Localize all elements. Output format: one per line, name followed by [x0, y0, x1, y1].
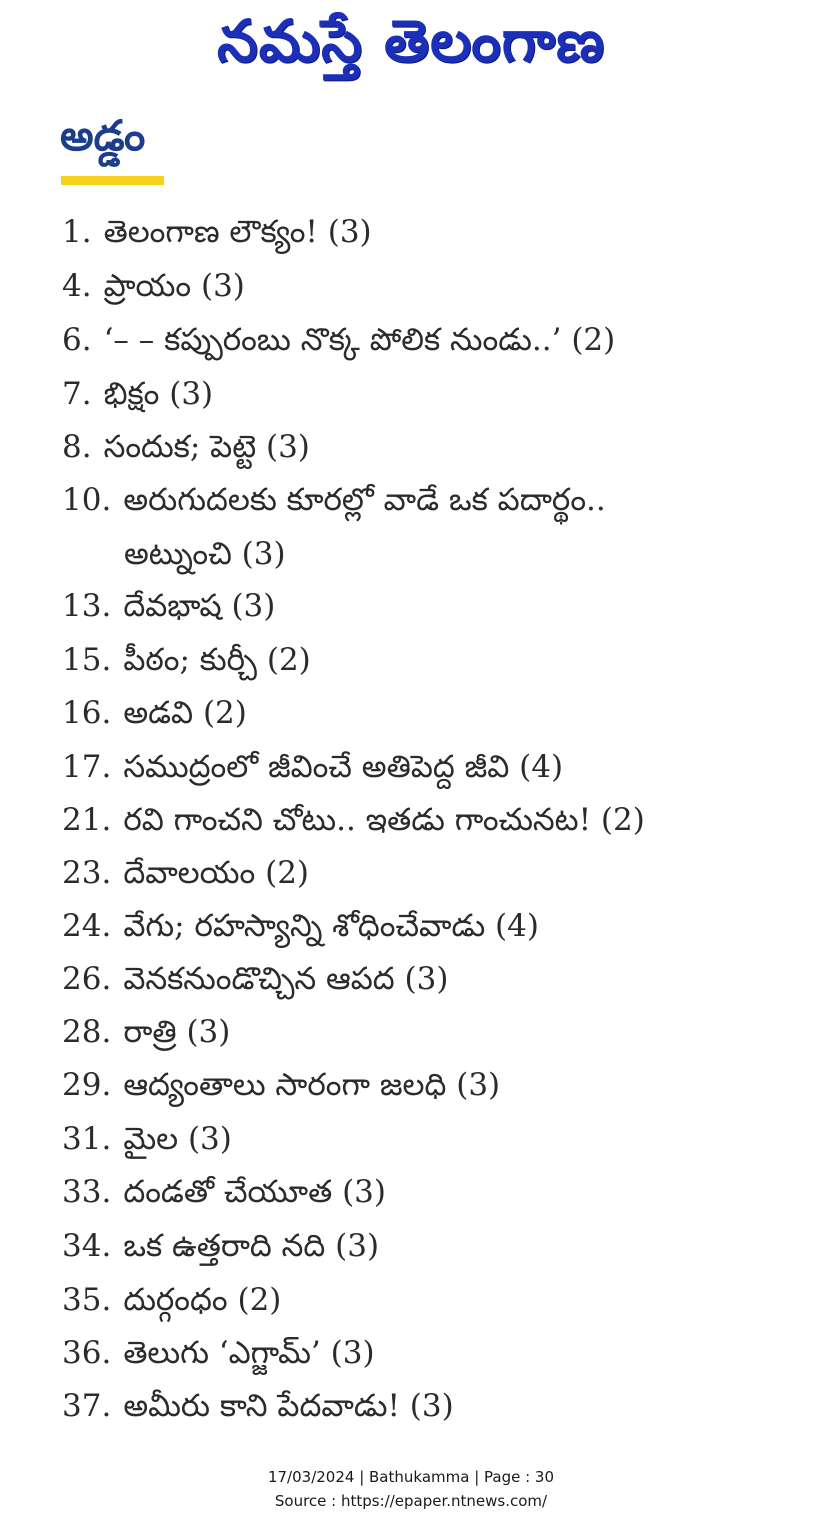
clue-number: 13.	[62, 588, 112, 624]
clue-item	[62, 693, 762, 733]
clue-text: సముద్రంలో జీవించే అతిపెద్ద జీవి (4)	[123, 749, 564, 785]
clue-item	[62, 1333, 762, 1373]
clue-item	[62, 800, 762, 840]
clue-number: 24.	[62, 908, 112, 944]
clue-number: 37.	[62, 1388, 112, 1424]
clue-item	[62, 586, 762, 626]
clue-item	[62, 853, 762, 893]
clue-item	[62, 480, 762, 574]
clue-number: 26.	[62, 961, 112, 997]
clue-item	[62, 1226, 762, 1266]
clue-text: పీఠం; కుర్చీ (2)	[123, 642, 311, 678]
clue-text: ఆద్యంతాలు సారంగా జలధి (3)	[123, 1067, 501, 1103]
clue-number: 8.	[62, 429, 92, 465]
clue-item	[62, 266, 762, 306]
footer-source-line: Source : https://epaper.ntnews.com/	[274, 1492, 548, 1510]
clue-number: 6.	[62, 322, 92, 358]
clue-number: 15.	[62, 642, 112, 678]
clue-item	[62, 1119, 762, 1159]
section-heading-across: అడ్డం	[60, 111, 146, 160]
clue-text: ఒక ఉత్తరాది నది (3)	[123, 1228, 380, 1264]
clue-text: దేవభాష (3)	[123, 588, 276, 624]
clue-item	[62, 320, 762, 360]
clue-item	[62, 906, 762, 946]
clue-text: దండతో చేయూత (3)	[123, 1174, 386, 1210]
clue-item	[62, 1386, 762, 1426]
clue-number: 36.	[62, 1335, 112, 1371]
clue-item	[62, 1172, 762, 1212]
clue-number: 10.	[62, 482, 112, 518]
clue-item	[62, 427, 762, 467]
clue-item	[62, 747, 762, 787]
clue-number: 4.	[62, 268, 92, 304]
clue-number: 23.	[62, 855, 112, 891]
footer-date-line: 17/03/2024 | Bathukamma | Page : 30	[267, 1468, 555, 1486]
clue-text: రాత్రి (3)	[123, 1014, 231, 1050]
clue-text: అరుగుదలకు కూరల్లో వాడే ఒక పదార్థం..	[123, 482, 606, 518]
newspaper-masthead: నమస్తే తెలంగాణ	[217, 7, 605, 75]
clue-text: భిక్షం (3)	[103, 376, 214, 412]
clue-number: 1.	[62, 214, 92, 250]
clue-number: 34.	[62, 1228, 112, 1264]
clue-number: 28.	[62, 1014, 112, 1050]
clue-item	[62, 1012, 762, 1052]
clue-item	[62, 959, 762, 999]
clue-text: అడవి (2)	[123, 695, 247, 731]
clue-text: వెనకనుండొచ్చిన ఆపద (3)	[123, 961, 449, 997]
clue-item	[62, 212, 762, 252]
clue-number: 35.	[62, 1282, 112, 1318]
clue-number: 17.	[62, 749, 112, 785]
clue-number: 31.	[62, 1121, 112, 1157]
clue-text: దుర్గంధం (2)	[123, 1282, 282, 1318]
clue-number: 21.	[62, 802, 112, 838]
clue-text: రవి గాంచని చోటు.. ఇతడు గాంచునట! (2)	[123, 802, 645, 838]
clue-item	[62, 1065, 762, 1105]
clue-text: సందుక; పెట్టె (3)	[103, 429, 310, 465]
clue-number: 7.	[62, 376, 92, 412]
clue-number: 29.	[62, 1067, 112, 1103]
clue-text: వేగు; రహస్యాన్ని శోధించేవాడు (4)	[123, 908, 539, 944]
clue-item	[62, 1280, 762, 1320]
clue-item	[62, 374, 762, 414]
clue-number: 33.	[62, 1174, 112, 1210]
clue-text-continuation: అట్నుంచి (3)	[124, 536, 286, 572]
clue-text: దేవాలయం (2)	[123, 855, 310, 891]
clue-item	[62, 640, 762, 680]
clue-text: ‘– – కప్పురంబు నొక్క పోలిక నుండు..’ (2)	[103, 322, 616, 358]
clue-text: తెలంగాణ లౌక్యం! (3)	[103, 214, 372, 250]
clue-text: ప్రాయం (3)	[103, 268, 245, 304]
clue-text: అమీరు కాని పేదవాడు! (3)	[123, 1388, 454, 1424]
clue-number: 16.	[62, 695, 112, 731]
clue-text: తెలుగు ‘ఎగ్జామ్’ (3)	[123, 1335, 375, 1371]
clue-text: మైల (3)	[123, 1121, 232, 1157]
